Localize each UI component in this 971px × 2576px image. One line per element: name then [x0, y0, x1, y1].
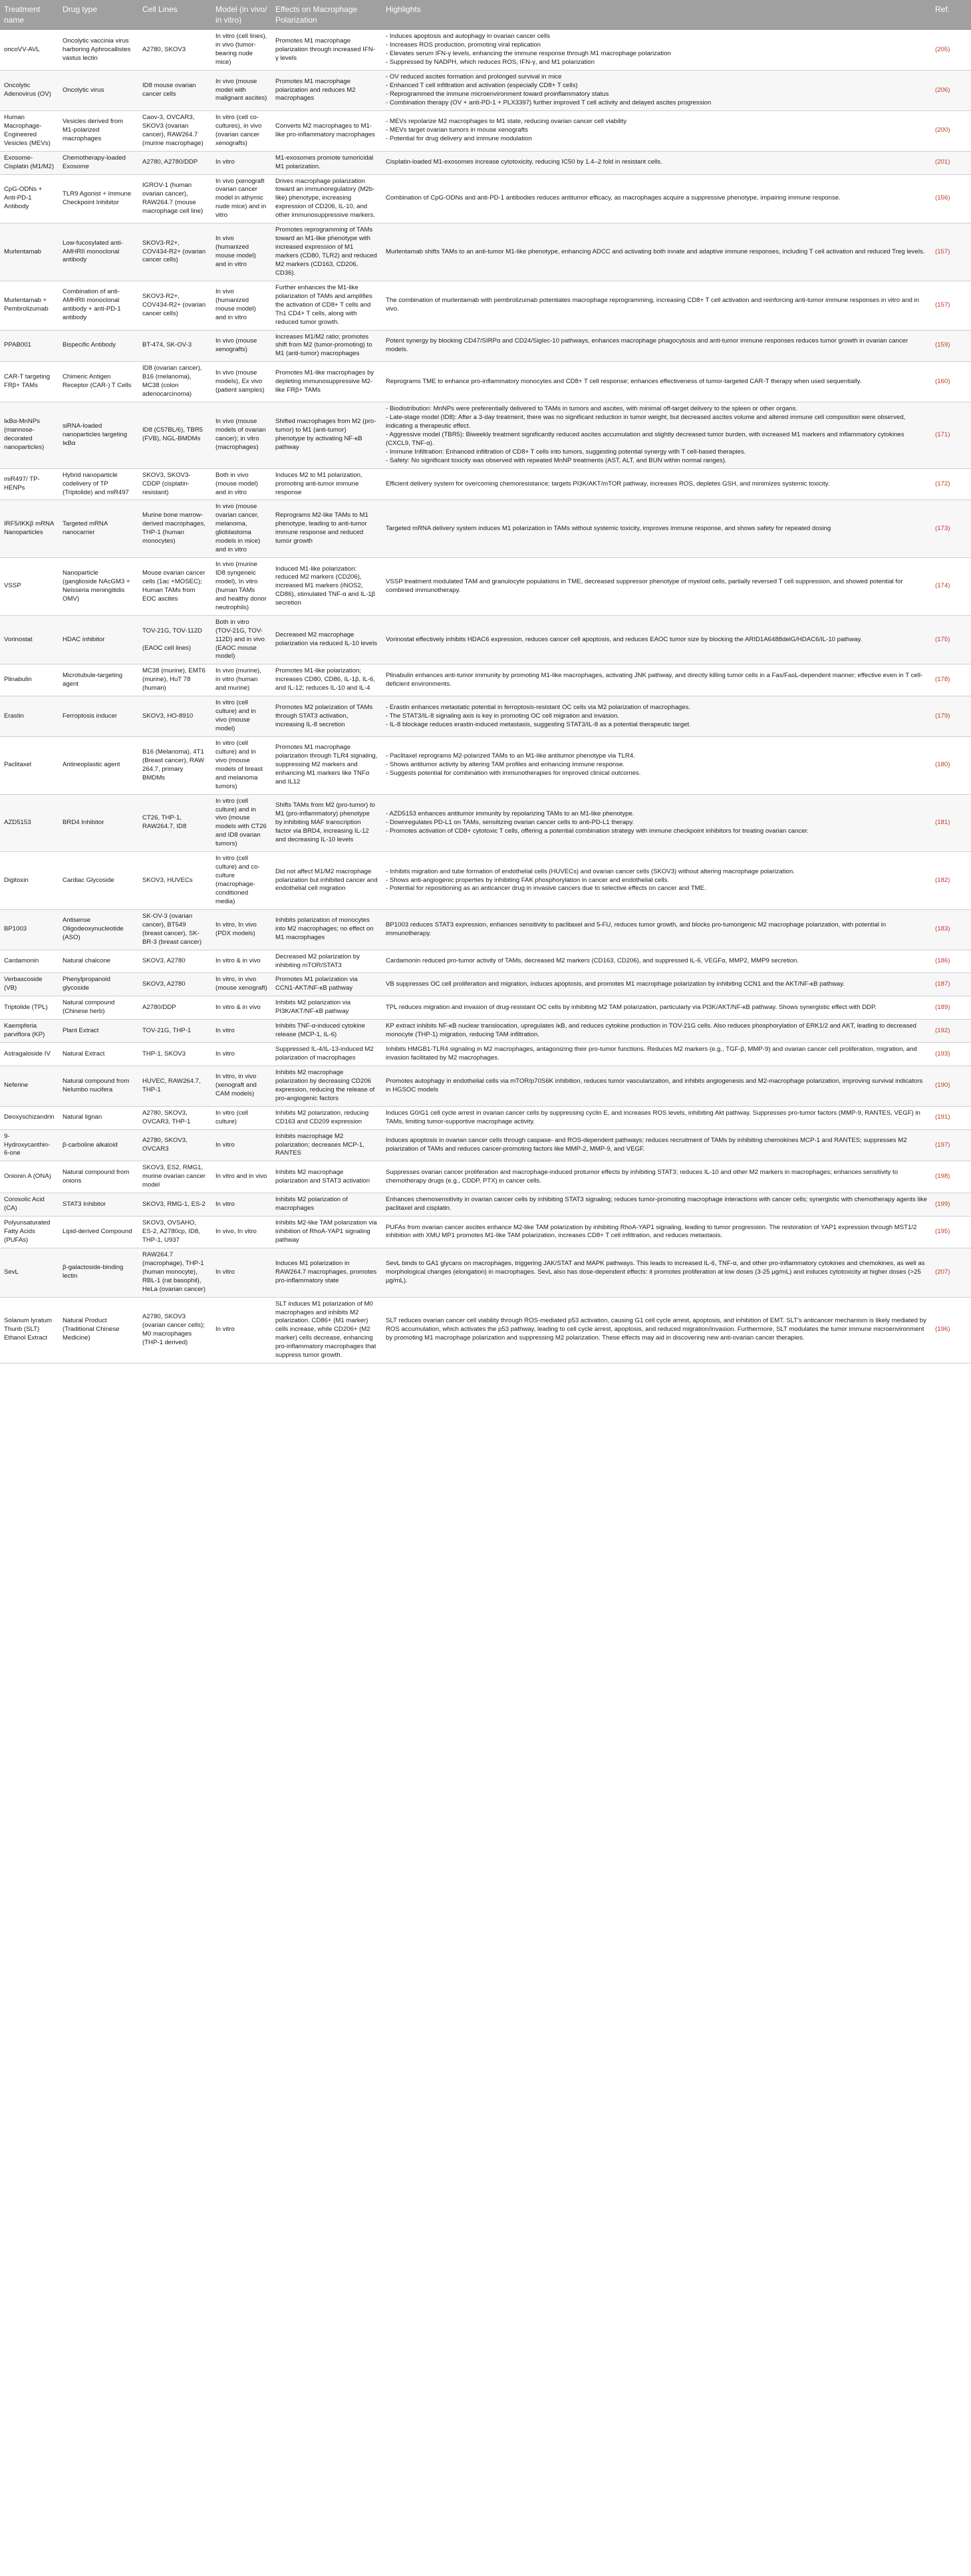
cell-treatment-name: Exosome-Cisplatin (M1/M2) [0, 151, 59, 174]
cell-highlights: Plinabulin enhances anti-tumor immunity by promoting M1-like macrophages, activating JNK pathway, and directly killing tumor cells in a Fas/FasL-dependent manner; effective even in T cell-deficient environments. [382, 664, 931, 696]
cell-cell-lines: RAW264.7 (macrophage), THP-1 (human monocyte), RBL-1 (rat basophil), HeLa (ovarian cancer) [138, 1248, 211, 1297]
cell-highlights: Reprograms TME to enhance pro-inflammatory monocytes and CD8+ T cell response; enhances effectiveness of tumor-targeted CAR-T therapy when used sequentially. [382, 362, 931, 402]
header-cell-lines: Cell Lines [138, 0, 211, 30]
table-row [0, 909, 971, 950]
cell-ref-link[interactable]: (157) [931, 281, 971, 330]
cell-cell-lines: SKOV3, A2780 [138, 950, 211, 973]
cell-effects: Promotes M2 polarization of TAMs through STAT3 activation, increasing IL-8 secretion [271, 696, 382, 737]
cell-effects: Suppressed IL-4/IL-13-induced M2 polarization of macrophages [271, 1043, 382, 1066]
cell-treatment-name: VSSP [0, 558, 59, 616]
cell-effects: Inhibits M2 macrophage polarization by decreasing CD206 expression, reducing the release of pro-angiogenic factors [271, 1066, 382, 1106]
header-effects: Effects on Macrophage Polarization [271, 0, 382, 30]
cell-model: In vivo (humanized mouse model) and in vitro [211, 281, 271, 330]
cell-model: In vitro [211, 1248, 271, 1297]
cell-drug-type: BRD4 Inhibitor [59, 794, 138, 852]
table-row [0, 500, 971, 558]
cell-drug-type: Chemotherapy-loaded Exosome [59, 151, 138, 174]
cell-highlights: The combination of murlentamab with pembrolizumab potentiates macrophage reprogramming, increasing CD8+ T cell activation and reinforcing anti-tumor immune responses in vitro and in vivo. [382, 281, 931, 330]
table-header [0, 0, 971, 30]
cell-model: In vitro, In vivo (PDX models) [211, 909, 271, 950]
cell-highlights: Cisplatin-loaded M1-exosomes increase cytotoxicity, reducing IC50 by 1.4–2 fold in resistant cells. [382, 151, 931, 174]
table-row [0, 558, 971, 616]
cell-drug-type: Natural compound (Chinese herb) [59, 996, 138, 1020]
cell-treatment-name: Deoxyschizandrin [0, 1106, 59, 1129]
cell-drug-type: Oncolytic vaccinia virus harboring Aphrocallistes vastus lectin [59, 30, 138, 70]
cell-ref-link[interactable]: (182) [931, 852, 971, 910]
cell-cell-lines: A2780, SKOV3, OVCAR3 [138, 1129, 211, 1161]
cell-effects: Decreased M2 macrophage polarization via reduced IL-10 levels [271, 615, 382, 664]
cell-highlights: Vorinostat effectively inhibits HDAC6 expression, reduces cancer cell apoptosis, and reduces EAOC tumor size by blocking the ARID1A6488delG/HDAC6/IL-10 pathway. [382, 615, 931, 664]
table-row [0, 736, 971, 794]
cell-treatment-name: Murlentamab + Pembrolizumab [0, 281, 59, 330]
cell-model: In vitro [211, 1193, 271, 1216]
table-row [0, 1129, 971, 1161]
cell-model: In vivo (mouse ovarian cancer, melanoma, glioblastoma models in mice) and in vitro [211, 500, 271, 558]
cell-ref-link[interactable]: (179) [931, 696, 971, 737]
cell-ref-link[interactable]: (205) [931, 30, 971, 70]
cell-effects: Converts M2 macrophages to M1-like pro-inflammatory macrophages [271, 110, 382, 151]
cell-effects: Promotes M1 macrophage polarization and reduces M2 macrophages [271, 71, 382, 111]
cell-cell-lines: A2780, SKOV3, OVCAR3, THP-1 [138, 1106, 211, 1129]
cell-cell-lines: TOV-21G, THP-1 [138, 1020, 211, 1043]
cell-cell-lines: Caov-3, OVCAR3, SKOV3 (ovarian cancer), RAW264.7 (murine macrophage) [138, 110, 211, 151]
cell-model: In vitro (cell culture) and co-culture (macrophage-conditioned media) [211, 852, 271, 910]
cell-ref-link[interactable]: (201) [931, 151, 971, 174]
cell-highlights: - AZD5153 enhances antitumor immunity by repolarizing TAMs to an M1-like phenotype. - Downregulates PD-L1 on TAMs, sensitizing ovarian cancer cells to anti-PD-L1 therapy. - Promotes activation of CD8+ cytotoxic T cells, offering a potential combination strategy with immune checkpoint inhibitors for treating ovarian cancer. [382, 794, 931, 852]
table-row [0, 174, 971, 223]
cell-treatment-name: Vorinostat [0, 615, 59, 664]
cell-model: In vitro, in vivo (xenograft and CAM models) [211, 1066, 271, 1106]
cell-effects: Shifts TAMs from M2 (pro-tumor) to M1 (pro-inflammatory) phenotype by inhibiting MAF transcription factor via BRD4, increasing IL-12 and decreasing IL-10 levels [271, 794, 382, 852]
cell-drug-type: Natural compound from onions [59, 1161, 138, 1193]
cell-model: In vivo (mouse models), Ex vivo (patient samples) [211, 362, 271, 402]
cell-drug-type: Plant Extract [59, 1020, 138, 1043]
header-ref: Ref. [931, 0, 971, 30]
cell-drug-type: Natural lignan [59, 1106, 138, 1129]
cell-treatment-name: miR497/ TP-HENPs [0, 468, 59, 500]
cell-highlights: - Inhibits migration and tube formation of endothelial cells (HUVECs) and ovarian cancer cells (SKOV3) without altering macrophage polarization. - Shows anti-angiogenic properties by inhibiting FAK phosphorylation in cancer and endothelial cells. - Potential for repositioning as an anticancer drug in invasive cancers due to selective effects on cancer and TME. [382, 852, 931, 910]
cell-ref-link[interactable]: (186) [931, 950, 971, 973]
cell-drug-type: Natural Extract [59, 1043, 138, 1066]
cell-treatment-name: AZD5153 [0, 794, 59, 852]
cell-treatment-name: PPAB001 [0, 330, 59, 362]
cell-treatment-name: Triptolide (TPL) [0, 996, 59, 1020]
cell-effects: Inhibits polarization of monocytes into M2 macrophages; no effect on M1 macrophages [271, 909, 382, 950]
cell-model: In vitro [211, 151, 271, 174]
cell-cell-lines: A2780, A2780/DDP [138, 151, 211, 174]
cell-cell-lines: CT26, THP-1, RAW264.7, ID8 [138, 794, 211, 852]
cell-treatment-name: Plinabulin [0, 664, 59, 696]
cell-effects: Did not affect M1/M2 macrophage polarization but inhibited cancer and endothelial cell migration [271, 852, 382, 910]
cell-ref-link[interactable]: (181) [931, 794, 971, 852]
cell-ref-link[interactable]: (160) [931, 362, 971, 402]
cell-ref-link[interactable]: (190) [931, 1066, 971, 1106]
cell-treatment-name: Solanum lyratum Thunb (SLT) Ethanol Extract [0, 1297, 59, 1363]
cell-highlights: Potent synergy by blocking CD47/SIRPα and CD24/Siglec-10 pathways, enhances macrophage phagocytosis and anti-tumor immune responses reduces tumor growth in ovarian cancer models. [382, 330, 931, 362]
cell-ref-link[interactable]: (207) [931, 1248, 971, 1297]
cell-ref-link[interactable]: (183) [931, 909, 971, 950]
cell-cell-lines: SKOV3, HO-8910 [138, 696, 211, 737]
cell-ref-link[interactable]: (193) [931, 1043, 971, 1066]
cell-model: In vitro [211, 1020, 271, 1043]
header-highlights: Highlights [382, 0, 931, 30]
cell-model: In vitro and in vivo [211, 1161, 271, 1193]
cell-drug-type: Hybrid nanoparticle codelivery of TP (Triptolide) and miR497 [59, 468, 138, 500]
cell-drug-type: Natural compound from Nelumbo nucifera [59, 1066, 138, 1106]
table-row [0, 402, 971, 469]
cell-highlights: - MEVs repolarize M2 macrophages to M1 state, reducing ovarian cancer cell viability - MEVs target ovarian tumors in mouse xenografts - Potential for drug delivery and immune modulation [382, 110, 931, 151]
cell-effects: Inhibits M2 macrophage polarization and STAT3 activation [271, 1161, 382, 1193]
cell-ref-link[interactable]: (206) [931, 71, 971, 111]
cell-model: In vitro (cell culture) [211, 1106, 271, 1129]
cell-model: In vivo (mouse model with malignant ascites) [211, 71, 271, 111]
cell-treatment-name: BP1003 [0, 909, 59, 950]
cell-model: In vitro (cell lines), in vivo (tumor-bearing nude mice) [211, 30, 271, 70]
cell-model: In vivo, In vitro [211, 1216, 271, 1248]
cell-cell-lines: SKOV3-R2+, COV434-R2+ (ovarian cancer cells) [138, 223, 211, 281]
cell-treatment-name: Corosolic Acid (CA) [0, 1193, 59, 1216]
table-row [0, 664, 971, 696]
cell-effects: Promotes M1 polarization via CCN1-AKT/NF-κB pathway [271, 973, 382, 996]
table-row [0, 996, 971, 1020]
cell-ref-link[interactable]: (171) [931, 402, 971, 469]
cell-ref-link[interactable]: (200) [931, 110, 971, 151]
cell-highlights: Efficient delivery system for overcoming chemoresistance; targets PI3K/AKT/mTOR pathway, increases ROS, depletes GSH, and minimizes systemic toxicity. [382, 468, 931, 500]
cell-model: Both in vivo (mouse model) and in vitro [211, 468, 271, 500]
table-row [0, 281, 971, 330]
cell-highlights: TPL reduces migration and invasion of drug-resistant OC cells by inhibiting M2 TAM polarization, particularly via PI3K/AKT/NF-κB pathway. Shows synergistic effect with DDP. [382, 996, 931, 1020]
cell-drug-type: Low-fucosylated anti-AMHRII monoclonal antibody [59, 223, 138, 281]
cell-drug-type: Natural chalcone [59, 950, 138, 973]
cell-highlights: Murlentamab shifts TAMs to an anti-tumor M1-like phenotype, enhancing ADCC and activating both innate and adaptive immune responses, including T cell activation and reduced Treg levels. [382, 223, 931, 281]
header-row [0, 0, 971, 30]
cell-effects: Drives macrophage polarization toward an immunoregulatory (M2b-like) phenotype, increasing expression of CD206, IL-10, and other immunosuppressive markers. [271, 174, 382, 223]
table-row [0, 71, 971, 111]
cell-highlights: Induces G0/G1 cell cycle arrest in ovarian cancer cells by suppressing cyclin E, and increases ROS levels, inhibiting Akt pathway. Suppresses pro-tumor factors (MMP-9, RANTES, VEGF) in TAMs, limiting tumor-supportive macrophage activity. [382, 1106, 931, 1129]
cell-drug-type: STAT3 Inhibitor [59, 1193, 138, 1216]
cell-model: In vitro & in vivo [211, 950, 271, 973]
cell-highlights: - Erastin enhances metastatic potential in ferroptosis-resistant OC cells via M2 polarization of macrophages. - The STAT3/IL-8 signaling axis is key in promoting OC cell migration and invasion. - IL-8 blockage reduces erastin-induced metastasis, suggesting STAT3/IL-8 as a potential therapeutic target. [382, 696, 931, 737]
cell-ref-link[interactable]: (189) [931, 996, 971, 1020]
cell-ref-link[interactable]: (192) [931, 1020, 971, 1043]
cell-cell-lines: SKOV3-R2+, COV434-R2+ (ovarian cancer cells) [138, 281, 211, 330]
table-row [0, 30, 971, 70]
cell-ref-link[interactable]: (173) [931, 500, 971, 558]
cell-effects: Reprograms M2-like TAMs to M1 phenotype, leading to anti-tumor immune response and reduced tumor growth [271, 500, 382, 558]
cell-highlights: SevL binds to GA1 glycans on macrophages, triggering JAK/STAT and MAPK pathways. This leads to increased IL-6, TNF-α, and other pro-inflammatory cytokines and chemokines, as well as morphological changes (elongation) in macrophages. SevL also has dose-dependent effects: it promotes proliferation at low doses (3-25 µg/mL) and induces cytotoxicity at higher doses (>25 µg/mL). [382, 1248, 931, 1297]
cell-model: In vivo (murine ID8 syngeneic model), In vitro (human TAMs and healthy donor neutrophils) [211, 558, 271, 616]
table-row [0, 1161, 971, 1193]
cell-cell-lines: TOV-21G, TOV-112D (EAOC cell lines) [138, 615, 211, 664]
cell-model: In vitro & in vivo [211, 996, 271, 1020]
cell-ref-link[interactable]: (198) [931, 1161, 971, 1193]
cell-drug-type: Chimeric Antigen Receptor (CAR-) T Cells [59, 362, 138, 402]
cell-drug-type: Phenylpropanoid glycoside [59, 973, 138, 996]
cell-effects: Increases M1/M2 ratio; promotes shift from M2 (tumor-promoting) to M1 (anti-tumor) macrophages [271, 330, 382, 362]
table-row [0, 973, 971, 996]
cell-effects: Promotes M1 macrophage polarization through TLR4 signaling, suppressing M2 markers and enhancing M1 markers like TNFα and IL12 [271, 736, 382, 794]
cell-highlights: Targeted mRNA delivery system induces M1 polarization in TAMs without systemic toxicity, improves immune response, and shows safety for repeated dosing [382, 500, 931, 558]
cell-effects: SLT induces M1 polarization of M0 macrophages and inhibits M2 polarization. CD86+ (M1 marker) cells increase, while CD206+ (M2 marker) cells decrease, enhancing pro-inflammatory macrophages that suppress tumor growth. [271, 1297, 382, 1363]
cell-ref-link[interactable]: (156) [931, 174, 971, 223]
cell-treatment-name: Murlentamab [0, 223, 59, 281]
cell-ref-link[interactable]: (196) [931, 1297, 971, 1363]
cell-highlights: VB suppresses OC cell proliferation and migration, induces apoptosis, and promotes M1 macrophage polarization by inhibiting CCN1 and the AKT/NF-κB pathway. [382, 973, 931, 996]
cell-highlights: SLT reduces ovarian cancer cell viability through ROS-mediated p53 activation, causing G1 cell cycle arrest, apoptosis, and inhibition of EMT. SLT's anticancer mechanism is likely mediated by ROS accumulation, which activates the p53 pathway, leading to cell cycle arrest, apoptosis, and reduced migration/invasion. Furthermore, SLT modulates the tumor immune microenvironment by promoting M1 macrophage polarization and suppressing M2 polarization. These effects may aid in discovering new anti-ovarian cancer therapies. [382, 1297, 931, 1363]
cell-highlights: PUFAs from ovarian cancer ascites enhance M2-like TAM polarization by inhibiting RhoA-YAP1 signaling, leading to tumor progression. The restoration of YAP1 expression through MST1/2 inhibition with XMU MP1 promotes M1-like TAM polarization, increases CD8+ T cell infiltration, and reduces metastasis. [382, 1216, 931, 1248]
cell-treatment-name: CpG-ODNs + Anti-PD-1 Antibody [0, 174, 59, 223]
cell-ref-link[interactable]: (199) [931, 1193, 971, 1216]
cell-model: In vivo (humanized mouse model) and in vitro [211, 223, 271, 281]
cell-highlights: BP1003 reduces STAT3 expression, enhances sensitivity to paclitaxel and 5-FU, reduces tumor growth, and blocks pro-tumorigenic M2 macrophage polarization, with potential in immunotherapy. [382, 909, 931, 950]
cell-drug-type: Oncolytic virus [59, 71, 138, 111]
table-row [0, 1066, 971, 1106]
cell-drug-type: Ferroptosis inducer [59, 696, 138, 737]
cell-model: In vitro [211, 1043, 271, 1066]
cell-ref-link[interactable]: (191) [931, 1106, 971, 1129]
cell-treatment-name: CAR-T targeting FRβ+ TAMs [0, 362, 59, 402]
cell-model: In vitro [211, 1297, 271, 1363]
cell-ref-link[interactable]: (159) [931, 330, 971, 362]
cell-cell-lines: BT-474, SK-OV-3 [138, 330, 211, 362]
cell-cell-lines: IGROV-1 (human ovarian cancer), RAW264.7 (mouse macrophage cell line) [138, 174, 211, 223]
cell-drug-type: Antineoplastic agent [59, 736, 138, 794]
cell-drug-type: siRNA-loaded nanoparticles targeting IκBα [59, 402, 138, 469]
cell-model: In vivo (mouse models of ovarian cancer); in vitro (macrophages) [211, 402, 271, 469]
cell-drug-type: Cardiac Glycoside [59, 852, 138, 910]
table-row [0, 615, 971, 664]
cell-treatment-name: Neferine [0, 1066, 59, 1106]
cell-effects: Promotes M1-like polarization; increases CD80, CD86, IL-1β, IL-6, and IL-12; reduces IL-10 and IL-4 [271, 664, 382, 696]
cell-treatment-name: Digitoxin [0, 852, 59, 910]
cell-ref-link[interactable]: (174) [931, 558, 971, 616]
cell-cell-lines: MC38 (murine), EMT6 (murine), HuT 78 (human) [138, 664, 211, 696]
cell-highlights: Induces apoptosis in ovarian cancer cells through caspase- and ROS-dependent pathways; reduces recruitment of TAMs by inhibiting chemokines MCP-1 and RANTES; suppresses M2 polarization of TAMs and reduces cancer-promoting factors like MMP-2, MMP-9, and VEGF. [382, 1129, 931, 1161]
table-row [0, 1020, 971, 1043]
cell-treatment-name: Human Macrophage-Engineered Vesicles (MEVs) [0, 110, 59, 151]
cell-treatment-name: Oncolytic Adenovirus (OV) [0, 71, 59, 111]
table-row [0, 362, 971, 402]
cell-drug-type: β-carboline alkaloid [59, 1129, 138, 1161]
cell-highlights: KP extract inhibits NF-κB nuclear translocation, upregulates IκB, and reduces cytokine production in TOV-21G cells. Also reduces phosphorylation of ERK1/2 and AKT, leading to decreased monocyte (THP-1) migration, reducing TAM infiltration. [382, 1020, 931, 1043]
cell-treatment-name: Erastin [0, 696, 59, 737]
cell-effects: Inhibits TNF-α-induced cytokine release (MCP-1, IL-6) [271, 1020, 382, 1043]
cell-effects: Induces M1 polarization in RAW264.7 macrophages, promotes pro-inflammatory state [271, 1248, 382, 1297]
table-row [0, 1193, 971, 1216]
cell-ref-link[interactable]: (178) [931, 664, 971, 696]
cell-treatment-name: Verbascoside (VB) [0, 973, 59, 996]
cell-ref-link[interactable]: (180) [931, 736, 971, 794]
cell-drug-type: Bispecific Antibody [59, 330, 138, 362]
cell-treatment-name: IκBα-MnNPs (mannose-decorated nanoparticles) [0, 402, 59, 469]
cell-effects: Promotes M1 macrophage polarization through increased IFN-γ levels [271, 30, 382, 70]
cell-effects: Inhibits M2 polarization via PI3K/AKT/NF-κB pathway [271, 996, 382, 1020]
cell-drug-type: Targeted mRNA nanocarrier [59, 500, 138, 558]
cell-highlights: - Paclitaxel reprograms M2-polarized TAMs to an M1-like antitumor phenotype via TLR4. - Shows antitumor activity by altering TAM profiles and enhancing immune response. - Suggests potential for combination with immunotherapies for improved clinical outcomes. [382, 736, 931, 794]
cell-treatment-name: Astragaloside IV [0, 1043, 59, 1066]
cell-highlights: - Biodistribution: MnNPs were preferentially delivered to TAMs in tumors and ascites, with minimal off-target delivery to the spleen or other organs. - Late-stage model (ID8): After a 3-day treatment, there was no significant reduction in tumor weight, but decreased ascites volume and altered immune cell composition were observed, indicating a therapeutic effect. - Aggressive model (TBR5): Biweekly treatment significantly reduced ascites accumulation and slightly decreased tumor burden, with increased M1 markers and inflammatory cytokines (CXCL9, TNF-α). - Immune Infiltration: Enhanced infiltration of CD8+ T cells into tumors, suggesting potential synergy with T cell-based therapies. - Safety: No significant toxicity was observed with repeated MnNP treatments (AST, ALT, and BUN within normal ranges). [382, 402, 931, 469]
cell-drug-type: Microtubule-targeting agent [59, 664, 138, 696]
cell-ref-link[interactable]: (172) [931, 468, 971, 500]
cell-ref-link[interactable]: (157) [931, 223, 971, 281]
cell-effects: Further enhances the M1-like polarization of TAMs and amplifies the activation of CD8+ T cells and Th1 CD4+ T cells, along with reduced tumor growth. [271, 281, 382, 330]
cell-cell-lines: SKOV3, OVSAHO, ES-2, A2780cp, ID8, THP-1, U937 [138, 1216, 211, 1248]
cell-effects: Promotes M1-like macrophages by depleting immunosuppressive M2-like FRβ+ TAMs [271, 362, 382, 402]
cell-effects: Induces M2 to M1 polarization, promoting anti-tumor immune response [271, 468, 382, 500]
table-row [0, 852, 971, 910]
cell-model: In vitro (cell culture) and in vivo (mouse models with CT26 and ID8 ovarian tumors) [211, 794, 271, 852]
cell-drug-type: TLR9 Agonist + Immune Checkpoint Inhibitor [59, 174, 138, 223]
cell-cell-lines: A2780/DDP [138, 996, 211, 1020]
cell-cell-lines: HUVEC, RAW264.7, THP-1 [138, 1066, 211, 1106]
cell-cell-lines: A2780, SKOV3 [138, 30, 211, 70]
cell-model: Both in vitro (TOV-21G, TOV-112D) and in vivo (EAOC mouse model) [211, 615, 271, 664]
cell-treatment-name: Polyunsaturated Fatty Acids (PUFAs) [0, 1216, 59, 1248]
table-row [0, 330, 971, 362]
cell-highlights: VSSP treatment modulated TAM and granulocyte populations in TME, decreased suppressor phenotype of myeloid cells, partially reversed T cell suppression, and showed potential for combined immunotherapy. [382, 558, 931, 616]
cell-model: In vitro (cell co-cultures), in vivo (ovarian cancer xenografts) [211, 110, 271, 151]
cell-model: In vitro (cell culture) and in vivo (mouse models of breast and melanoma tumors) [211, 736, 271, 794]
cell-ref-link[interactable]: (197) [931, 1129, 971, 1161]
cell-cell-lines: Mouse ovarian cancer cells (1ac +MOSEC); Human TAMs from EOC ascites [138, 558, 211, 616]
table-row [0, 110, 971, 151]
cell-model: In vivo (murine), in vitro (human and murine) [211, 664, 271, 696]
cell-drug-type: HDAC inhibitor [59, 615, 138, 664]
table-row [0, 1248, 971, 1297]
cell-highlights: Promotes autophagy in endothelial cells via mTOR/p70S6K inhibition, reduces tumor vascularization, and inhibits angiogenesis and M2-macrophage polarization, improving survival indicators in HGSOC models [382, 1066, 931, 1106]
cell-effects: M1-exosomes promote tumoricidal M1 polarization. [271, 151, 382, 174]
table-row [0, 151, 971, 174]
cell-treatment-name: Onionin A (ONA) [0, 1161, 59, 1193]
table-row [0, 950, 971, 973]
cell-treatment-name: 9-Hydroxycanthin-6-one [0, 1129, 59, 1161]
header-model: Model (in vivo/ in vitro) [211, 0, 271, 30]
cell-treatment-name: Cardamonin [0, 950, 59, 973]
cell-cell-lines: ID8 (ovarian cancer), B16 (melanoma), MC38 (colon adenocarcinoma) [138, 362, 211, 402]
cell-effects: Inhibits M2-like TAM polarization via inhibition of RhoA-YAP1 signaling pathway [271, 1216, 382, 1248]
cell-cell-lines: SKOV3, SKOV3-CDDP (cisplatin-resistant) [138, 468, 211, 500]
table-row [0, 1043, 971, 1066]
cell-ref-link[interactable]: (187) [931, 973, 971, 996]
cell-highlights: Combination of CpG-ODNs and anti-PD-1 antibodies reduces antitumor efficacy, as macrophages acquire a suppressive phenotype, impairing immune response. [382, 174, 931, 223]
table-row [0, 223, 971, 281]
cell-highlights: Enhances chemosensitivity in ovarian cancer cells by inhibiting STAT3 signaling; reduces tumor-promoting macrophage interactions with cancer cells; synergistic with chemotherapy agents like paclitaxel and cisplatin. [382, 1193, 931, 1216]
cell-model: In vitro [211, 1129, 271, 1161]
cell-treatment-name: IRF5/IKKβ mRNA Nanoparticles [0, 500, 59, 558]
cell-drug-type: Nanoparticle (ganglioside NAcGM3 + Neisseria meningitidis OMV) [59, 558, 138, 616]
cell-cell-lines: SKOV3, RMG-1, ES-2 [138, 1193, 211, 1216]
cell-drug-type: Natural Product (Traditional Chinese Medicine) [59, 1297, 138, 1363]
cell-treatment-name: SevL [0, 1248, 59, 1297]
cell-effects: Inhibits M2 polarization of macrophages [271, 1193, 382, 1216]
cell-cell-lines: B16 (Melanoma), 4T1 (Breast cancer), RAW 264.7, primary BMDMs [138, 736, 211, 794]
cell-drug-type: β-galactoside-binding lectin [59, 1248, 138, 1297]
cell-effects: Decreased M2 polarization by inhibiting mTOR/STAT3 [271, 950, 382, 973]
cell-model: In vitro, in vivo (mouse xenograft) [211, 973, 271, 996]
cell-effects: Shifted macrophages from M2 (pro-tumor) to M1 (anti-tumor) phenotype by activating NF-κB pathway [271, 402, 382, 469]
cell-treatment-name: Paclitaxel [0, 736, 59, 794]
cell-drug-type: Antisense Oligodeoxynucleotide (ASO) [59, 909, 138, 950]
table-row [0, 1216, 971, 1248]
cell-highlights: - Induces apoptosis and autophagy in ovarian cancer cells - Increases ROS production, promoting viral replication - Elevates serum IFN-γ levels, enhancing the immune response through M1 macrophage polarization - Suppressed by NADPH, which reduces ROS, IFN-γ, and M1 polarization [382, 30, 931, 70]
cell-treatment-name: oncoVV-AVL [0, 30, 59, 70]
cell-cell-lines: ID8 (C57BL/6), TBR5 (FVB), NGL-BMDMs [138, 402, 211, 469]
cell-effects: Promotes reprogramming of TAMs toward an M1-like phenotype with increased expression of M1 markers (CD80, TLR2) and reduced M2 markers (CD163, CD206, CD36). [271, 223, 382, 281]
cell-cell-lines: ID8 mouse ovarian cancer cells [138, 71, 211, 111]
cell-effects: Induced M1-like polarization: reduced M2 markers (CD206), increased M1 markers (iNOS2, CD86), stimulated TNF-α and IL-1β secretion [271, 558, 382, 616]
cell-cell-lines: SKOV3, A2780 [138, 973, 211, 996]
cell-effects: Inhibits macrophage M2 polarization; decreases MCP-1, RANTES [271, 1129, 382, 1161]
cell-cell-lines: THP-1, SKOV3 [138, 1043, 211, 1066]
cell-model: In vivo (mouse xenografts) [211, 330, 271, 362]
cell-ref-link[interactable]: (195) [931, 1216, 971, 1248]
cell-cell-lines: SKOV3, ES2, RMG1, murine ovarian cancer model [138, 1161, 211, 1193]
table-row [0, 1106, 971, 1129]
header-treatment-name: Treatment name [0, 0, 59, 30]
cell-highlights: Cardamonin reduced pro-tumor activity of TAMs, decreased M2 markers (CD163, CD206), and suppressed IL-6, VEGFα, MMP2, MMP9 secretion. [382, 950, 931, 973]
cell-cell-lines: SK-OV-3 (ovarian cancer), BT549 (breast cancer), SK-BR-3 (breast cancer) [138, 909, 211, 950]
table-body [0, 30, 971, 1363]
cell-drug-type: Lipid-derived Compound [59, 1216, 138, 1248]
header-drug-type: Drug type [59, 0, 138, 30]
cell-highlights: Inhibits HMGB1-TLR4 signaling in M2 macrophages, antagonizing their pro-tumor functions. Reduces M2 markers (e.g., TGF-β, MMP-9) and ovarian cancer cell proliferation, migration, and invasion facilitated by M2 macrophages. [382, 1043, 931, 1066]
cell-ref-link[interactable]: (175) [931, 615, 971, 664]
cell-cell-lines: A2780, SKOV3 (ovarian cancer cells); M0 macrophages (THP-1 derived) [138, 1297, 211, 1363]
cell-cell-lines: Murine bone marrow-derived macrophages, THP-1 (human monocytes) [138, 500, 211, 558]
table-row [0, 1297, 971, 1363]
cell-treatment-name: Kaempferia parviflora (KP) [0, 1020, 59, 1043]
cell-cell-lines: SKOV3, HUVECs [138, 852, 211, 910]
table-row [0, 696, 971, 737]
table-row [0, 794, 971, 852]
table-row [0, 468, 971, 500]
cell-drug-type: Vesicles derived from M1-polarized macrophages [59, 110, 138, 151]
cell-highlights: Suppresses ovarian cancer proliferation and macrophage-induced protumor effects by inhibiting STAT3; reduces IL-10 and other M2 markers in macrophages; enhances sensitivity to chemotherapy drugs (e.g., CDDP, PTX) in cancer cells. [382, 1161, 931, 1193]
cell-model: In vivo (xenograft ovarian cancer model in athymic nude mice) and in vitro [211, 174, 271, 223]
cell-drug-type: Combination of anti-AMHRII monoclonal antibody + anti-PD-1 antibody [59, 281, 138, 330]
cell-model: In vitro (cell culture) and in vivo (mouse model) [211, 696, 271, 737]
cell-highlights: - OV reduced ascites formation and prolonged survival in mice - Enhanced T cell infiltration and activation (especially CD8+ T cells) - Reprogrammed the immune microenvironment toward proinflammatory status - Combination therapy (OV + anti-PD-1 + PLX3397) further improved T cell activity and delayed ascites progression [382, 71, 931, 111]
cell-effects: Inhibits M2 polarization, reducing CD163 and CD209 expression [271, 1106, 382, 1129]
